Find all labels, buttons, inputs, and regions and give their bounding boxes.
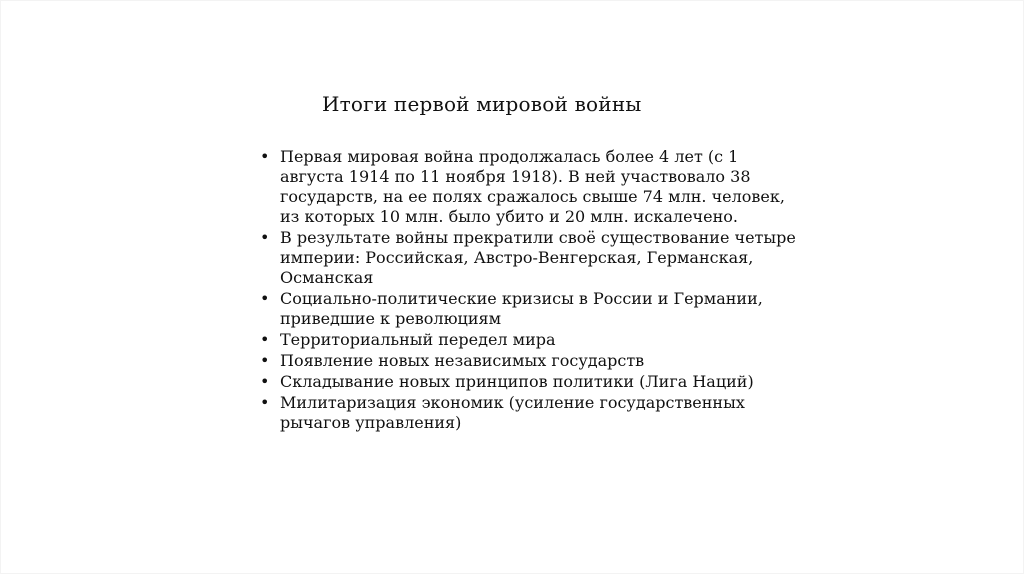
bullet-point-icon: • (260, 228, 270, 247)
bullet-point-icon: • (260, 372, 270, 391)
bullet-item (258, 289, 798, 329)
bullet-item (258, 147, 798, 227)
bullet-text: Складывание новых принципов политики (Лига Наций) (280, 372, 754, 391)
bullet-item (258, 330, 798, 350)
bullet-text: Социально-политические кризисы в России и Германии, приведшие к революциям (280, 289, 763, 328)
bullet-point-icon: • (260, 147, 270, 166)
bullet-item (258, 393, 798, 433)
bullet-point-icon: • (260, 393, 270, 412)
bullet-text: Появление новых независимых государств (280, 351, 645, 370)
bullet-text: Милитаризация экономик (усиление государственных рычагов управления) (280, 393, 745, 432)
bullet-item (258, 351, 798, 371)
bullet-text: Территориальный передел мира (280, 330, 556, 349)
bullet-list (258, 147, 798, 434)
bullet-point-icon: • (260, 330, 270, 349)
bullet-point-icon: • (260, 351, 270, 370)
slide-title: Итоги первой мировой войны (322, 92, 642, 116)
bullet-item (258, 228, 798, 288)
bullet-text: Первая мировая война продолжалась более 4 лет (с 1 августа 1914 по 11 ноября 1918). В ней участвовало 38 государств, на ее полях сражалось свыше 74 млн. человек, из которых 10 млн. было убито и 20 млн. искалечено. (280, 147, 785, 226)
bullet-text: В результате войны прекратили своё существование четыре империи: Российская, Австро-Венгерская, Германская, Османская (280, 228, 796, 287)
bullet-point-icon: • (260, 289, 270, 308)
bullet-item (258, 372, 798, 392)
